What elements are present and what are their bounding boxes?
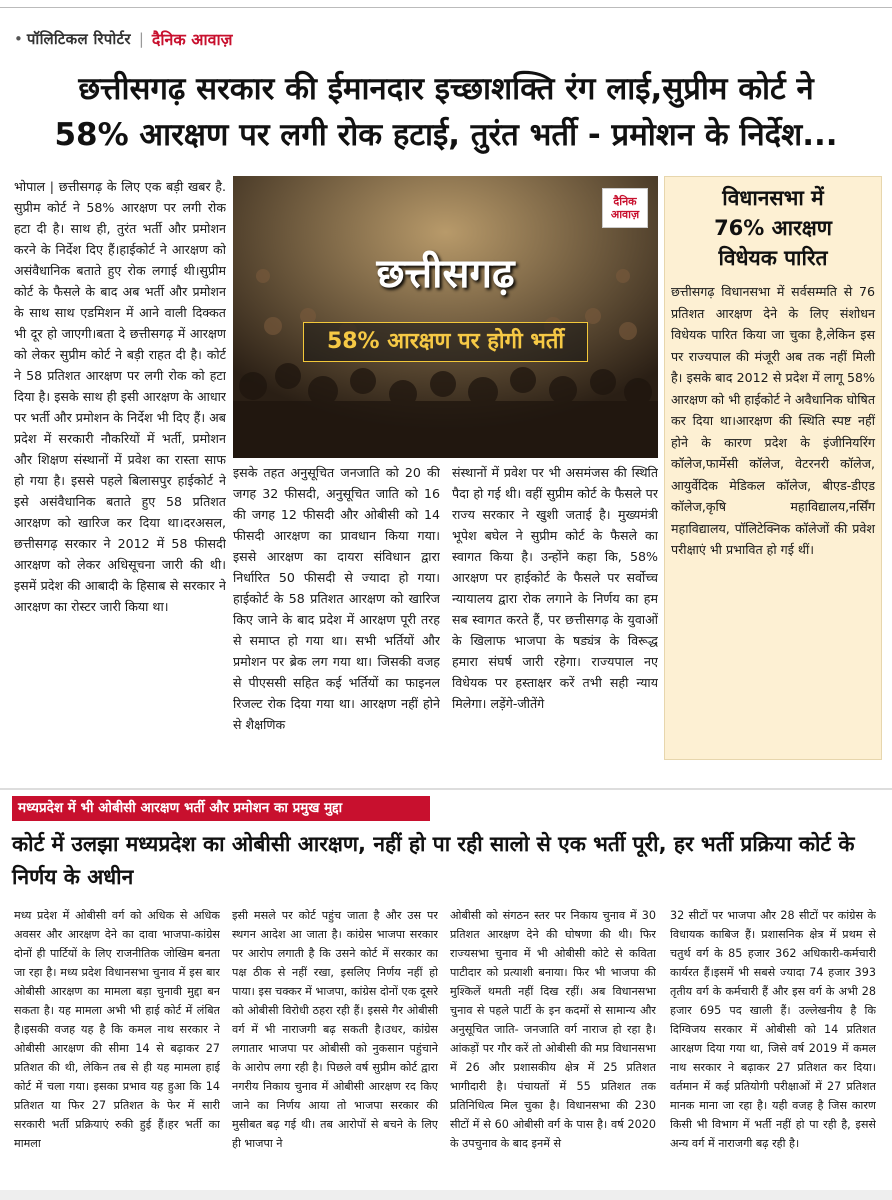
sidebar-title-line-3: विधेयक पारित xyxy=(718,246,828,270)
top-rule xyxy=(0,0,892,8)
section-divider xyxy=(0,788,892,790)
reporter-label: पॉलिटिकल रिपोर्टर xyxy=(26,30,131,48)
headline-line-2: 58% आरक्षण पर लगी रोक हटाई, तुरंत भर्ती - प्रमोशन के निर्देश... xyxy=(54,117,838,153)
sidebar-body: छत्तीसगढ़ विधानसभा में सर्वसम्मति से 76 प्रतिशत आरक्षण देने के लिए संशोधन विधेयक पारित किया जा चुका है,लेकिन इस पर राज्यपाल की मंजूरी अब तक नहीं मिली है। इसके बाद 2012 से प्रदेश में लागू 58% आरक्षण को भी हाईकोर्ट ने अवैधानिक घोषित कर दिया था।आरक्षण की स्थिति स्पष्ट नहीं होने के कारण प्रदेश के इंजीनियरिंग कॉलेज,फार्मेसी कॉलेज, वेटरनरी कॉलेज, आयुर्वेदिक मेडिकल कॉलेज, बीएड-डीएड कॉलेज,कृषि महाविद्यालय,नर्सिंग महाविद्यालय, पॉलिटेक्निक कॉलेजों की प्रवेश परीक्षाएं भी प्रभावित हो गई थीं। xyxy=(671,284,875,557)
second-headline: कोर्ट में उलझा मध्यप्रदेश का ओबीसी आरक्षण, नहीं हो पा रही सालो से एक भर्ती पूरी, हर भर्ती प्रक्रिया कोर्ट के निर्णय के अधीन xyxy=(12,832,855,889)
image-logo-top: दैनिक xyxy=(613,195,637,208)
second-story-column-1: मध्य प्रदेश में ओबीसी वर्ग को अधिक से अधिक अवसर और आरक्षण देने का दावा भाजपा-कांग्रेस दोनों ही पार्टियों के लिए राजनीतिक जोखिम बनता जा रहा है। मध्य प्रदेश विधानसभा चुनाव में इस बार ओबीसी आरक्षण का मामला बड़ा चुनावी मुद्दा बन सकता है। यह मामला अभी भी हाई कोर्ट में लंबित है।इसकी वजह यह है कि कमल नाथ सरकार ने ओबीसी आरक्षण की सीमा 14 से बढ़ाकर 27 प्रतिशत की थी, लेकिन तब से ही यह मामला हाई कोर्ट में चला गया। इसका प्रभाव यह हुआ कि 14 प्रतिशत या फिर 27 प्रतिशत के फेर में सारी सरकारी भर्ती प्रक्रियाएं रुकी हुई हैं।हर भर्ती का मामला xyxy=(14,909,220,1150)
second-story-column-4: 32 सीटों पर भाजपा और 28 सीटों पर कांग्रेस के विधायक काबिज हैं। प्रशासनिक क्षेत्र में प्रथम से चतुर्थ वर्ग के 85 हजार 362 अधिकारी-कर्मचारी कार्यरत हैं।इसमें भी सबसे ज्यादा 74 हजार 393 तृतीय वर्ग के कर्मचारी हैं और इस वर्ग के अभी 28 हजार 695 पद खाली हैं। उल्लेखनीय है कि दिग्विजय सरकार में ओबीसी को 14 प्रतिशत आरक्षण दिया गया था, जिसे वर्ष 2019 में कमल नाथ सरकार ने बढ़ाकर 27 प्रतिशत कर दिया। वर्तमान में कई प्रतियोगी परीक्षाओं में 27 प्रतिशत मानक माना जा रहा है। यही वजह है जिस कारण किसी भी विभाग में भर्ती नहीं हो पा रही है, इससे अन्य वर्ग में नाराजगी बढ़ रही है। xyxy=(670,909,876,1150)
story-column-2: इसके तहत अनुसूचित जनजाति को 20 की जगह 32 फीसदी, अनुसूचित जाति को 16 की जगह 12 फीसदी और ओबीसी को 14 फीसदी आरक्षण का प्रावधान किया गया। इससे आरक्षण का दायरा संविधान द्वारा निर्धारित 50 फीसदी से ज्यादा हो गया।हाईकोर्ट के 58 प्रतिशत आरक्षण को खारिज किए जाने के बाद प्रदेश में आरक्षण पूरी तरह से समाप्त हो गया था। सभी भर्तियों और प्रमोशन पर ब्रेक लग गया था। जिसकी वजह से पीएससी सहित कई भर्तियों का फाइनल रिजल्ट रोक दिया गया था। आरक्षण नहीं होने से शैक्षणिक xyxy=(233,465,440,732)
brand-name: दैनिक आवाज़ xyxy=(151,30,233,49)
lead-image xyxy=(233,176,658,458)
sidebar-box xyxy=(664,176,882,760)
bottom-bar xyxy=(0,1190,892,1200)
main-headline xyxy=(10,66,882,158)
second-story-column-2: इसी मसले पर कोर्ट पहुंच जाता है और उस पर स्थगन आदेश आ जाता है। कांग्रेस भाजपा सरकार पर आरोप लगाती है कि उसने कोर्ट में सरकार का पक्ष ठीक से नहीं रखा, इसलिए निर्णय नहीं हो पाया। इस चक्कर में भाजपा, कांग्रेस दोनों एक दूसरे को ओबीसी विरोधी ठहरा रही हैं। इससे गैर ओबीसी वर्ग में भी नाराजगी बढ़ सकती है।उधर, कांग्रेस लगातार भाजपा पर ओबीसी को नुकसान पहुंचाने के आरोप लगा रही है। पिछले वर्ष सुप्रीम कोर्ट द्वारा नगरीय निकाय चुनाव में ओबीसी आरक्षण रद किए जाने का निर्णय आया तो भाजपा सरकार की मुसीबत बढ़ गई थी। तब आरोपों से बचने के लिए ही भाजपा ने xyxy=(232,909,438,1150)
sidebar-title-line-2: 76% आरक्षण xyxy=(714,216,832,240)
image-brand-logo xyxy=(602,188,648,228)
image-subtitle: 58% आरक्षण पर होगी भर्ती xyxy=(303,322,588,362)
bullet-icon: • xyxy=(14,30,23,48)
image-title: छत्तीसगढ़ xyxy=(376,251,515,297)
sidebar-title xyxy=(665,177,881,273)
second-story-tag: मध्यप्रदेश में भी ओबीसी आरक्षण भर्ती और प्रमोशन का प्रमुख मुद्दा xyxy=(12,796,430,821)
image-logo-main: आवाज़ xyxy=(610,208,640,221)
crowd-illustration xyxy=(233,176,658,458)
second-story-column-3: ओबीसी को संगठन स्तर पर निकाय चुनाव में 30 प्रतिशत आरक्षण देने की घोषणा की थी। फिर राज्यसभा चुनाव में भी ओबीसी कोटे से कविता पाटीदार को प्रत्याशी बनाया। फिर भी भाजपा की मुश्किलें थमती नहीं दिख रहीं। अब विधानसभा चुनाव से पहले पार्टी के इन कदमों से सामान्य और अनुसूचित जाति- जनजाति वर्ग नाराज हो रहा है।आंकड़ों पर गौर करें तो ओबीसी की मप्र विधानसभा में 26 और प्रशासकीय क्षेत्र में 25 प्रतिशत भागीदारी है। पंचायतों में 55 प्रतिशत तक प्रतिनिधित्व मिल चुका है। विधानसभा की 230 सीटों में से 60 ओबीसी वर्ग के पास है। वर्ष 2020 के उपचुनाव के बाद इनमें से xyxy=(450,909,656,1150)
headline-line-1: छत्तीसगढ़ सरकार की ईमानदार इच्छाशक्ति रंग लाई,सुप्रीम कोर्ट ने xyxy=(78,71,814,107)
story-column-3: संस्थानों में प्रवेश पर भी असमंजस की स्थिति पैदा हो गई थी। वहीं सुप्रीम कोर्ट के फैसले पर राज्य सरकार ने खुशी जताई है। मुख्यमंत्री भूपेश बघेल ने सुप्रीम कोर्ट के फैसले का स्वागत किया है। उन्होंने कहा कि, 58% आरक्षण पर हाईकोर्ट के फैसले पर सर्वोच्च न्यायालय द्वारा रोक लगाने के निर्णय का हम सब स्वागत करते हैं, पर छत्तीसगढ़ के युवाओं के खिलाफ भाजपा के षड्यंत्र के विरूद्ध हमारा संघर्ष जारी रहेगा। राज्यपाल नए विधेयक पर हस्ताक्षर करें तभी सही न्याय मिलेगा। लड़ेंगे-जीतेंगे xyxy=(452,465,658,711)
page-header xyxy=(14,26,233,52)
sidebar-title-line-1: विधानसभा में xyxy=(722,186,824,210)
story-column-1: भोपाल | छत्तीसगढ़ के लिए एक बड़ी खबर है. सुप्रीम कोर्ट ने 58% आरक्षण पर लगी रोक हटा दी है। साथ ही, तुरंत भर्ती और प्रमोशन करने के निर्देश दिए हैं।हाईकोर्ट ने आरक्षण को असंवैधानिक बताते हुए रोक लगाई थी।सुप्रीम कोर्ट के फैसले के बाद अब भर्ती और प्रमोशन के साथ साथ एडमिशन में आने वाली दिक्कत भी दूर हो जाएगी।बता दे छत्तीसगढ़ में आरक्षण को लेकर सुप्रीम कोर्ट ने बड़ी राहत दी है। कोर्ट ने 58 प्रतिशत आरक्षण पर लगी रोक को हटा दिया है। इसके साथ ही इसी आरक्षण के आधार पर भर्ती और प्रमोशन के निर्देश भी दिए हैं। अब प्रदेश में सरकारी नौकरियों में भर्ती, प्रमोशन और शिक्षण संस्थानों में प्रवेश का रास्ता साफ हो गया है। इससे पहले बिलासपुर हाईकोर्ट ने इसे असंवैधानिक बताते हुए 58 प्रतिशत आरक्षण को खारिज कर दिया था।दरअसल, छत्तीसगढ़ सरकार ने 2012 में 58 फीसदी आरक्षण को लेकर अधिसूचना जारी की थी।इसमें प्रदेश की आबादी के हिसाब से सरकार ने आरक्षण का रोस्टर जारी किया था। xyxy=(14,179,226,614)
header-separator: | xyxy=(138,30,144,48)
